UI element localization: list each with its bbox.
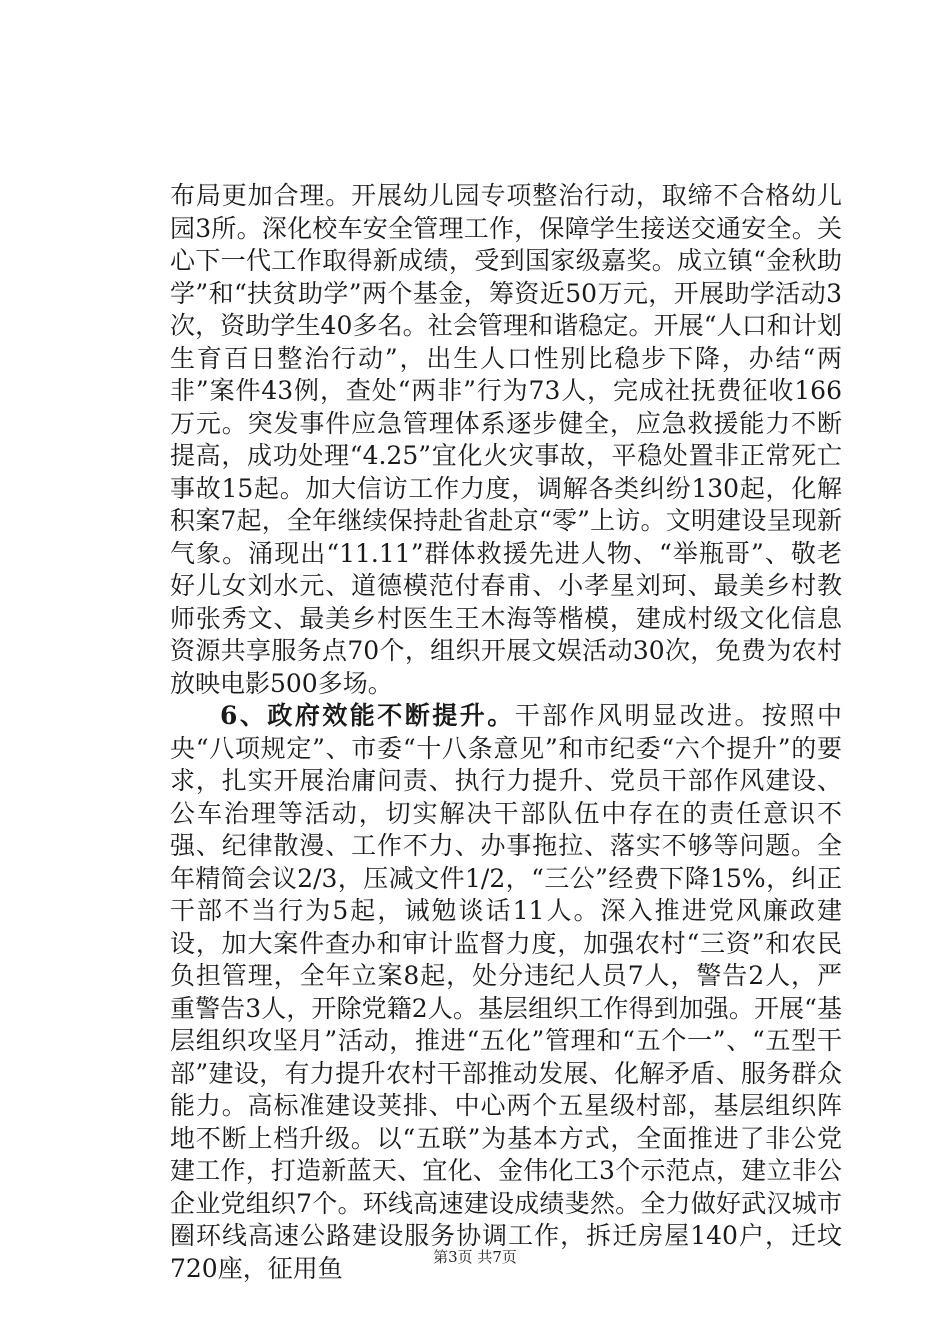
paragraph-continuation: 布局更加合理。开展幼儿园专项整治行动，取缔不合格幼儿园3所。深化校车安全管理工作，保障学生接送交通安全。关心下一代工作取得新成绩，受到国家级嘉奖。成立镇“金秋助学”和“扶贫助学”两个基金，筹资近50万元，开展助学活动3次，资助学生40多名。社会管理和谐稳定。开展“人口和计划生育百日整治行动”，出生人口性别比稳步下降，办结“两非”案件43例，查处“两非”行为73人，完成社抚费征收166万元。突发事件应急管理体系逐步健全，应急救援能力不断提高，成功处理“4.25”宜化火灾事故，平稳处置非正常死亡事故15起。加大信访工作力度，调解各类纠纷130起，化解积案7起，全年继续保持赴省赴京“零”上访。文明建设呈现新气象。涌现出“11.11”群体救援先进人物、“举瓶哥”、敬老好儿女刘水元、道德模范付春甫、小孝星刘珂、最美乡村教师张秀文、最美乡村医生王木海等楷模，建成村级文化信息资源共享服务点70个，组织开展文娱活动30次，免费为农村放映电影500多场。	[170, 181, 842, 698]
paragraph-government-efficiency	[170, 700, 842, 1285]
document-body	[170, 180, 842, 1285]
paragraph-body: 干部作风明显改进。按照中央“八项规定”、市委“十八条意见”和市纪委“六个提升”的要求，扎实开展治庸问责、执行力提升、党员干部作风建设、公车治理等活动，切实解决干部队伍中存在的责任意识不强、纪律散漫、工作不力、办事拖拉、落实不够等问题。全年精简会议2/3，压减文件1/2，“三公”经费下降15%，纠正干部不当行为5起，诫勉谈话11人。深入推进党风廉政建设，加大案件查办和审计监督力度，加强农村“三资”和农民负担管理，全年立案8起，处分违纪人员7人，警告2人，严重警告3人，开除党籍2人。基层组织工作得到加强。开展“基层组织攻坚月”活动，推进“五化”管理和“五个一”、“五型干部”建设，有力提升农村干部推动发展、化解矛盾、服务群众能力。高标准建设荚排、中心两个五星级村部，基层组织阵地不断上档升级。以“五联”为基本方式，全面推进了非公党建工作，打造新蓝天、宜化、金伟化工3个示范点，建立非公企业党组织7个。环线高速建设成绩斐然。全力做好武汉城市圈环线高速公路建设服务协调工作，拆迁房屋140户，迁坟720座，征用鱼	[170, 701, 842, 1283]
page-footer: 第3页 共7页	[433, 1248, 517, 1266]
section-heading: 6、政府效能不断提升。	[220, 701, 515, 730]
